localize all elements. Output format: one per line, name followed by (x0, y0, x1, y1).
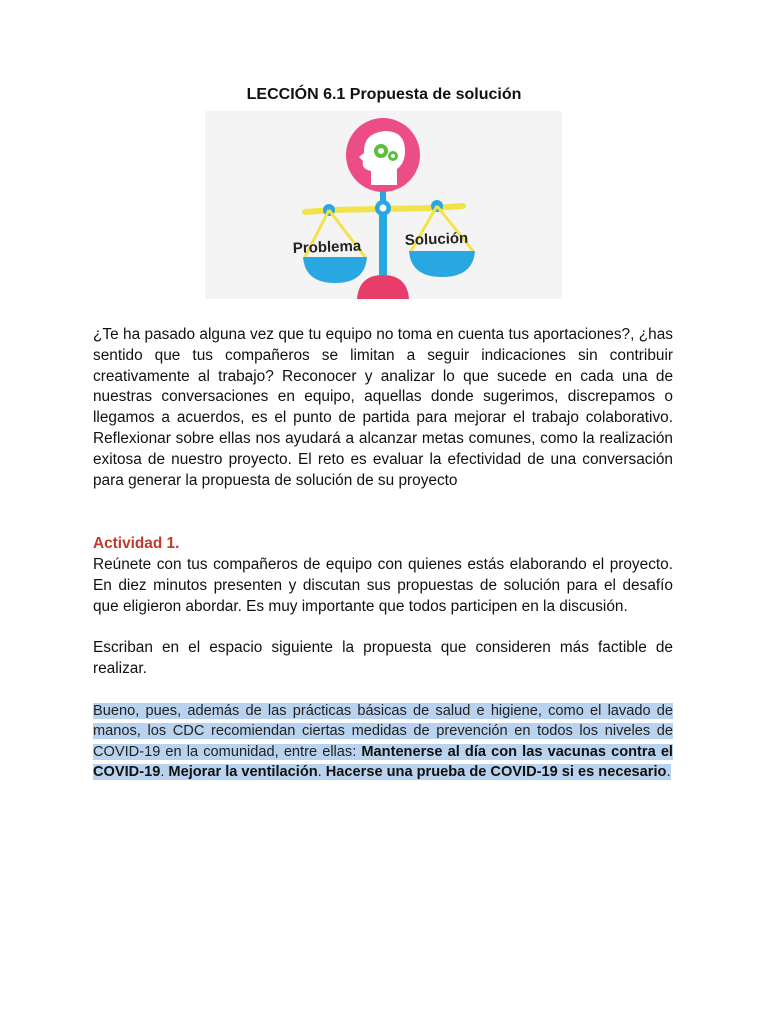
answer-text-block[interactable] (93, 701, 673, 783)
answer-end: . (666, 764, 671, 781)
answer-bold-3: Hacerse una prueba de COVID-19 si es necesario (325, 764, 667, 781)
page-title: LECCIÓN 6.1 Propuesta de solución (246, 86, 522, 103)
answer-plain-text: Bueno, pues, además de las prácticas básicas de salud e higiene, como el lavado de manos, los CDC recomiendan ciertas medidas de prevención en todos los niveles de COVID-19 en la comunidad, entre ellas: (93, 703, 673, 760)
problema-label: Problema (292, 237, 362, 257)
balance-scale-illustration (205, 111, 562, 299)
activity-paragraph-2: Escriban en el espacio siguiente la propuesta que consideren más factible de realizar. (93, 639, 673, 677)
solucion-label: Solución (404, 229, 469, 249)
intro-paragraph: ¿Te ha pasado alguna vez que tu equipo no toma en cuenta tus aportaciones?, ¿has sentido que tus compañeros se limitan a seguir indicaciones sin contribuir creativamente al trabajo? Reconocer y analizar lo que sucede en cada una de nuestras conversaciones en equipo, aquellas donde sugerimos, discrepamos o llegamos a acuerdos, es el punto de partida para mejorar el trabajo colaborativo. Reflexionar sobre ellas nos ayudará a alcanzar metas comunes, como la realización exitosa de nuestro proyecto. El reto es evaluar la efectividad de una conversación para generar la propuesta de solución de su proyecto (93, 326, 673, 489)
right-pan-icon (409, 251, 475, 277)
answer-highlight (93, 703, 673, 780)
activity-heading-suffix: . (175, 535, 180, 552)
activity-paragraph-1: Reúnete con tus compañeros de equipo con quienes estás elaborando el proyecto. En diez minutos presenten y discutan sus propuestas de solución para el desafío que eligieron abordar. Es muy importante que todos participen en la discusión. (93, 556, 673, 615)
answer-bold-2: Mejorar la ventilación (168, 764, 318, 781)
activity-heading-text: Actividad 1 (93, 535, 176, 552)
answer-sep-2: . (317, 764, 326, 781)
activity-heading (93, 534, 673, 555)
left-pan-icon (303, 257, 367, 283)
scale-base-icon (357, 275, 409, 299)
answer-sep-1: . (160, 764, 169, 781)
answer-bold-1: Mantenerse al día con las vacunas contra el COVID-19 (93, 743, 673, 781)
